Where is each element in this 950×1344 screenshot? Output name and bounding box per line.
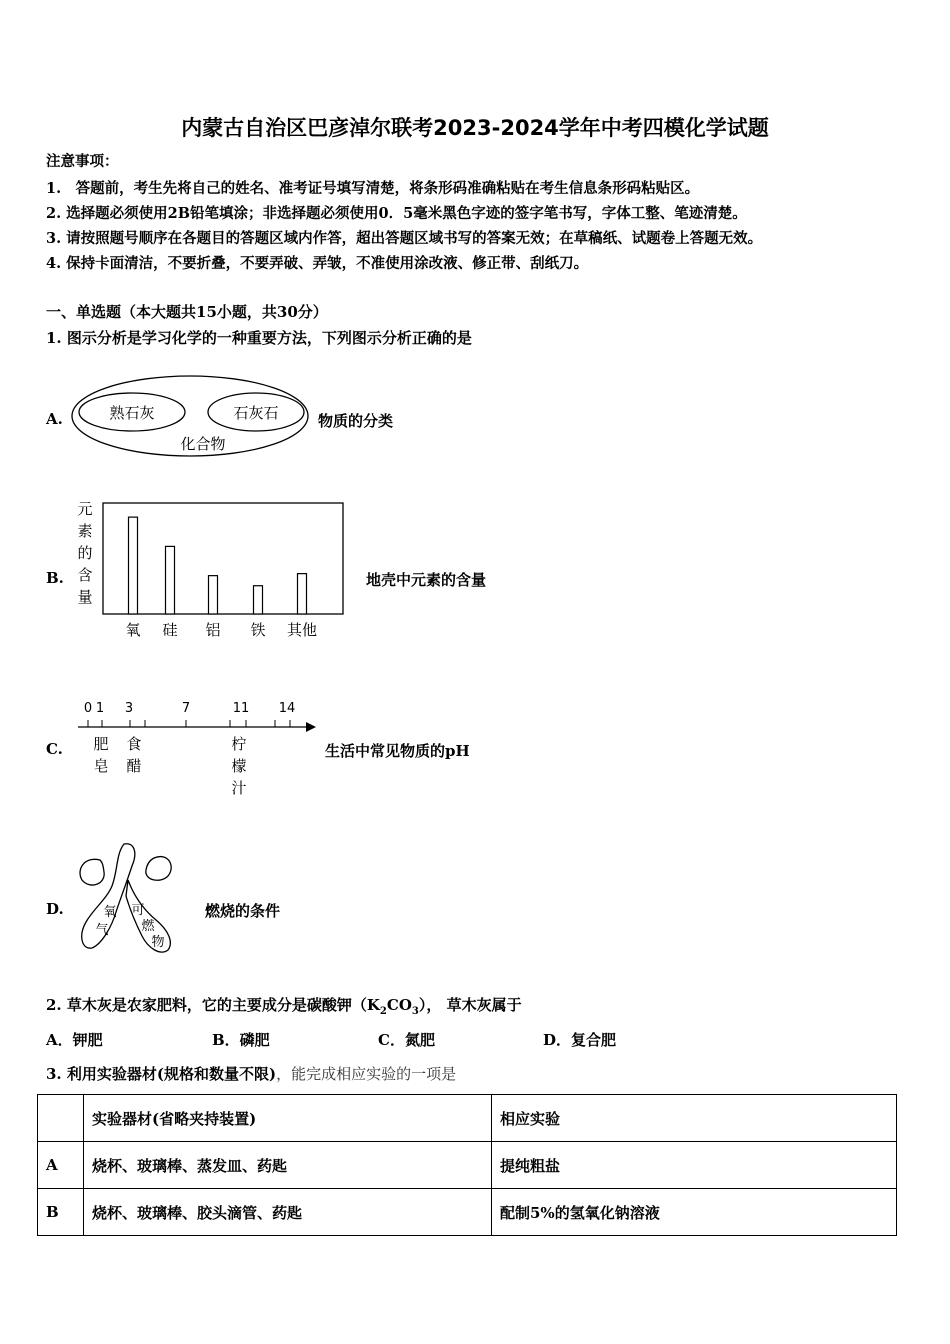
option-a-caption: 物质的分类: [318, 412, 394, 430]
element-content-chart: [70, 497, 360, 645]
table-cell: 提纯粗盐: [492, 1142, 897, 1189]
lemon-label: 檬: [231, 757, 247, 775]
ph-tick-label: 11: [232, 701, 250, 716]
y-axis-label: 素: [77, 522, 93, 540]
table-row: [38, 1142, 897, 1189]
classification-diagram: [70, 370, 320, 465]
section-heading: 一、单选题（本大题共15小题，共30分）: [46, 303, 328, 321]
table-header-row: [38, 1095, 897, 1142]
vinegar-label: 醋: [126, 757, 142, 775]
compound-label: 化合物: [180, 435, 226, 453]
option-a[interactable]: A．钾肥: [46, 1031, 103, 1049]
bar-0: [129, 517, 138, 614]
fuel-label: 物: [151, 935, 165, 950]
option-b[interactable]: B．磷肥: [212, 1031, 270, 1049]
option-b-caption: 地壳中元素的含量: [366, 571, 487, 589]
category-label: 铝: [205, 621, 221, 639]
table-header-cell: 实验器材(省略夹持装置): [84, 1095, 492, 1142]
bar-1: [166, 546, 175, 614]
category-label: 氧: [125, 621, 141, 639]
vinegar-label: 食: [126, 735, 142, 753]
option-c-caption: 生活中常见物质的pH: [325, 742, 470, 760]
notice-heading: 注意事项：: [46, 153, 119, 170]
slaked-lime-label: 熟石灰: [109, 404, 155, 422]
option-d-label: D.: [46, 900, 64, 918]
table-cell: 烧杯、玻璃棒、胶头滴管、药匙: [84, 1189, 492, 1236]
ph-scale-diagram: [70, 696, 322, 800]
table-cell: 配制5%的氢氧化钠溶液: [492, 1189, 897, 1236]
table-header-cell: [38, 1095, 84, 1142]
flame-right: [146, 857, 171, 881]
category-label: 硅: [162, 621, 178, 639]
bar-3: [254, 586, 263, 614]
limestone-label: 石灰石: [233, 404, 279, 422]
y-axis-label: 元: [77, 500, 93, 518]
page-title: 内蒙古自治区巴彦淖尔联考2023-2024学年中考四模化学试题: [181, 116, 769, 140]
lemon-label: 汁: [231, 779, 247, 797]
y-axis-label: 的: [77, 544, 93, 562]
bar-4: [298, 574, 307, 614]
ph-tick-label: 0: [83, 701, 93, 716]
soap-label: 皂: [93, 757, 109, 775]
soap-label: 肥: [93, 735, 109, 753]
notice-item: 4. 保持卡面清洁，不要折叠，不要弄破、弄皱，不准使用涂改液、修正带、刮纸刀。: [46, 255, 589, 272]
ph-axis-arrow: [306, 722, 316, 732]
option-a-label: A.: [46, 410, 63, 428]
oxygen-label: 气: [95, 923, 109, 938]
fuel-label: 可: [131, 903, 145, 918]
table-row: [38, 1189, 897, 1236]
question-2-stem: 2. 草木灰是农家肥料，它的主要成分是碳酸钾$(K_2CO_3)$， 草木灰属于: [46, 996, 522, 1017]
ph-tick-label: 14: [278, 701, 296, 716]
ph-tick-label: 3: [124, 701, 134, 716]
fire-triangle-drawing: [72, 840, 182, 958]
option-d[interactable]: D．复合肥: [543, 1031, 617, 1049]
option-b-label: B.: [46, 569, 64, 587]
y-axis-label: 量: [77, 588, 93, 606]
ph-tick-label: 1: [95, 701, 105, 716]
notice-item: 2. 选择题必须使用2B铅笔填涂；非选择题必须使用0．5毫米黑色字迹的签字笔书写，字体工整、笔迹清楚。: [46, 205, 747, 222]
table-cell: 烧杯、玻璃棒、蒸发皿、药匙: [84, 1142, 492, 1189]
ph-tick-label: 7: [181, 701, 191, 716]
table-header-cell: 相应实验: [492, 1095, 897, 1142]
category-label: 其他: [286, 621, 318, 639]
notice-item: 1. 答题前，考生先将自己的姓名、准考证号填写清楚，将条形码准确粘贴在考生信息条形码粘贴区。: [46, 180, 700, 197]
oxygen-label: 氧: [103, 905, 117, 920]
fuel-label: 燃: [141, 919, 155, 934]
experiment-table: [37, 1094, 897, 1236]
bar-2: [209, 576, 218, 614]
option-c-label: C.: [46, 740, 63, 758]
table-cell: A: [38, 1142, 84, 1189]
option-c[interactable]: C．氮肥: [378, 1031, 435, 1049]
table-cell: B: [38, 1189, 84, 1236]
question-3-stem: 3. 利用实验器材(规格和数量不限)，能完成相应实验的一项是: [46, 1065, 457, 1083]
option-d-caption: 燃烧的条件: [205, 902, 281, 920]
question-1-stem: 1. 图示分析是学习化学的一种重要方法，下列图示分析正确的是: [46, 329, 472, 347]
notice-item: 3. 请按照题号顺序在各题目的答题区域内作答，超出答题区域书写的答案无效；在草稿纸、试题卷上答题无效。: [46, 230, 763, 247]
y-axis-label: 含: [77, 566, 93, 584]
flame-left: [80, 859, 104, 885]
lemon-label: 柠: [231, 735, 247, 753]
category-label: 铁: [250, 621, 266, 639]
